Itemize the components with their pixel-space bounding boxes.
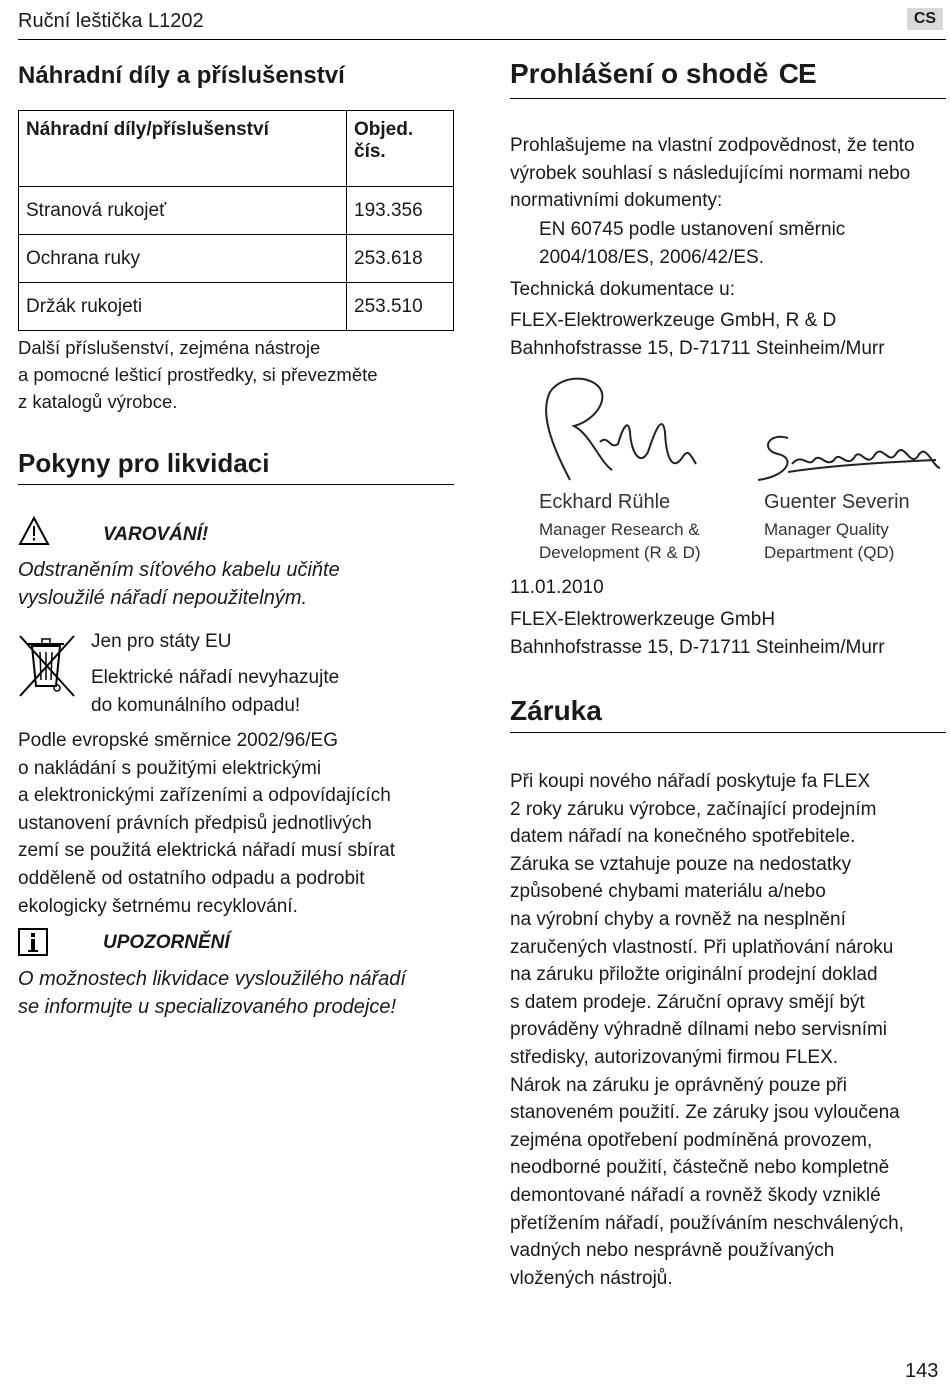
warranty-line: 2 roky záruku výrobce, začínající prodejním (510, 798, 877, 820)
warranty-line: s datem prodeje. Záruční opravy smějí být (510, 991, 865, 1013)
signer2-role-line: Department (QD) (764, 543, 895, 562)
table-header-number-line1: Objed. (354, 119, 414, 140)
language-badge: CS (907, 8, 943, 30)
warning-label: VAROVÁNÍ! (103, 524, 209, 545)
part-name: Stranová rukojeť (19, 187, 347, 235)
signature-severin (748, 410, 946, 490)
part-name: Držák rukojeti (19, 283, 347, 331)
directive-line: zemí se použitá elektrická nářadí musí sbírat (18, 840, 395, 862)
directive-line: odděleně od ostatního odpadu a podrobit (18, 867, 365, 889)
directive-line: a elektronickými zařízeními a odpovídajících (18, 785, 391, 807)
warranty-line: Záruka se vztahuje pouze na nedostatky (510, 853, 852, 875)
info-icon (18, 928, 48, 956)
signer2-name: Guenter Severin (764, 491, 910, 513)
signer2-role (764, 518, 894, 564)
tech-address-line: FLEX-Elektrowerkzeuge GmbH, R & D (510, 310, 837, 331)
directive-line: ustanovení právních předpisů jednotlivých (18, 812, 372, 834)
warranty-line: Nárok na záruku je oprávněný pouze při (510, 1074, 847, 1096)
warning-text-line: vysloužilé nářadí nepoužitelným. (18, 586, 308, 609)
disposal-divider (18, 484, 454, 485)
tech-doc-label: Technická dokumentace u: (510, 279, 735, 300)
company-address-line: FLEX-Elektrowerkzeuge GmbH (510, 609, 776, 630)
parts-section-title: Náhradní díly a příslušenství (18, 62, 345, 89)
warranty-line: zejména opotřebení podmíněná provozem, (510, 1129, 873, 1151)
parts-note-line: a pomocné lešticí prostředky, si převezměte (18, 364, 378, 385)
notice-text-line: O možnostech likvidace vysloužilého nářadí (18, 968, 406, 990)
eu-disposal-line: Elektrické nářadí nevyhazujte (91, 667, 340, 688)
conformity-title-group (510, 58, 816, 90)
table-header-number-line2: čís. (354, 141, 386, 162)
warranty-line: středisky, autorizovanými firmou FLEX. (510, 1046, 839, 1068)
table-row (19, 235, 454, 283)
warranty-line: Při koupi nového nářadí poskytuje fa FLEX (510, 771, 871, 792)
tech-doc-address (510, 307, 885, 362)
warranty-line: vadných nebo nesprávně používaných (510, 1240, 835, 1262)
notice-label: UPOZORNĚNÍ (103, 932, 230, 953)
crossed-out-bin-icon (18, 634, 76, 698)
warranty-line: přetížením nářadí, používáním neschválených, (510, 1212, 904, 1234)
table-row (19, 283, 454, 331)
table-header-number (347, 111, 454, 187)
part-number: 253.618 (347, 235, 454, 283)
parts-note-line: Další příslušenství, zejména nástroje (18, 337, 321, 358)
part-number: 253.510 (347, 283, 454, 331)
warranty-line: datem nářadí na konečného spotřebitele. (510, 826, 856, 848)
conformity-section-title: Prohlášení o shodě (510, 58, 769, 89)
warning-text (18, 557, 340, 612)
conformity-intro (510, 132, 915, 215)
directive-line: o nakládání s použitými elektrickými (18, 757, 322, 779)
signature-ruehle (530, 372, 705, 487)
table-row (19, 187, 454, 235)
signer1-role (539, 518, 701, 564)
ce-mark: CE (778, 58, 816, 89)
tech-address-line: Bahnhofstrasse 15, D-71711 Steinheim/Murr (510, 337, 885, 359)
warning-triangle-icon (18, 516, 50, 546)
notice-text (18, 966, 406, 1021)
warranty-line: stanoveném použití. Ze záruky jsou vyloučena (510, 1102, 900, 1124)
warranty-line: demontované nářadí a rovněž škody vzniklé (510, 1184, 881, 1206)
conformity-intro-line: Prohlašujeme na vlastní zodpovědnost, že tento (510, 135, 915, 156)
table-header-row (19, 111, 454, 187)
eu-disposal-text (91, 664, 339, 719)
warranty-line: neodborné použití, částečně nebo kompletně (510, 1157, 890, 1179)
warranty-line: zaručených vlastností. Při uplatňování nároku (510, 936, 894, 958)
warranty-line: na výrobní chyby a rovněž na nesplnění (510, 908, 846, 930)
parts-note (18, 334, 378, 415)
directive-paragraph (18, 727, 395, 920)
parts-table (18, 110, 454, 331)
table-header-name: Náhradní díly/příslušenství (19, 111, 347, 187)
conformity-standards (539, 216, 845, 271)
warranty-divider (510, 732, 946, 733)
warranty-section-title: Záruka (510, 695, 602, 726)
parts-note-line: z katalogů výrobce. (18, 391, 178, 412)
part-name: Ochrana ruky (19, 235, 347, 283)
warranty-line: prováděny výhradně dílnami nebo servisními (510, 1019, 888, 1041)
company-address (510, 606, 885, 661)
declaration-date: 11.01.2010 (510, 577, 604, 598)
conformity-divider (510, 98, 946, 99)
conformity-intro-line: normativními dokumenty: (510, 190, 723, 212)
warranty-line: na záruku přiložte originální prodejní doklad (510, 964, 878, 986)
company-address-line: Bahnhofstrasse 15, D-71711 Steinheim/Murr (510, 636, 885, 658)
directive-line: Podle evropské směrnice 2002/96/EG (18, 730, 339, 751)
warranty-text (510, 768, 904, 1292)
eu-disposal-line: do komunálního odpadu! (91, 694, 301, 716)
warranty-line: způsobené chybami materiálu a/nebo (510, 881, 826, 903)
eu-only-label: Jen pro státy EU (91, 631, 232, 652)
signer1-role-line: Manager Research & (539, 520, 700, 539)
directive-line: ekologicky šetrnému recyklování. (18, 895, 298, 917)
disposal-section-title: Pokyny pro likvidaci (18, 448, 270, 478)
signer2-role-line: Manager Quality (764, 520, 889, 539)
conformity-intro-line: výrobek souhlasí s následujícími normami nebo (510, 162, 911, 184)
warranty-line: vložených nástrojů. (510, 1267, 673, 1289)
header-divider (18, 39, 946, 40)
signer1-role-line: Development (R & D) (539, 543, 701, 562)
signer1-name: Eckhard Rühle (539, 491, 671, 513)
notice-text-line: se informujte u specializovaného prodejce! (18, 995, 396, 1018)
standards-line: 2004/108/ES, 2006/42/ES. (539, 246, 765, 268)
document-header-title: Ruční leštička L1202 (18, 10, 204, 32)
part-number: 193.356 (347, 187, 454, 235)
page-number: 143 (905, 1360, 939, 1382)
warning-text-line: Odstraněním síťového kabelu učiňte (18, 559, 340, 581)
standards-line: EN 60745 podle ustanovení směrnic (539, 219, 846, 240)
